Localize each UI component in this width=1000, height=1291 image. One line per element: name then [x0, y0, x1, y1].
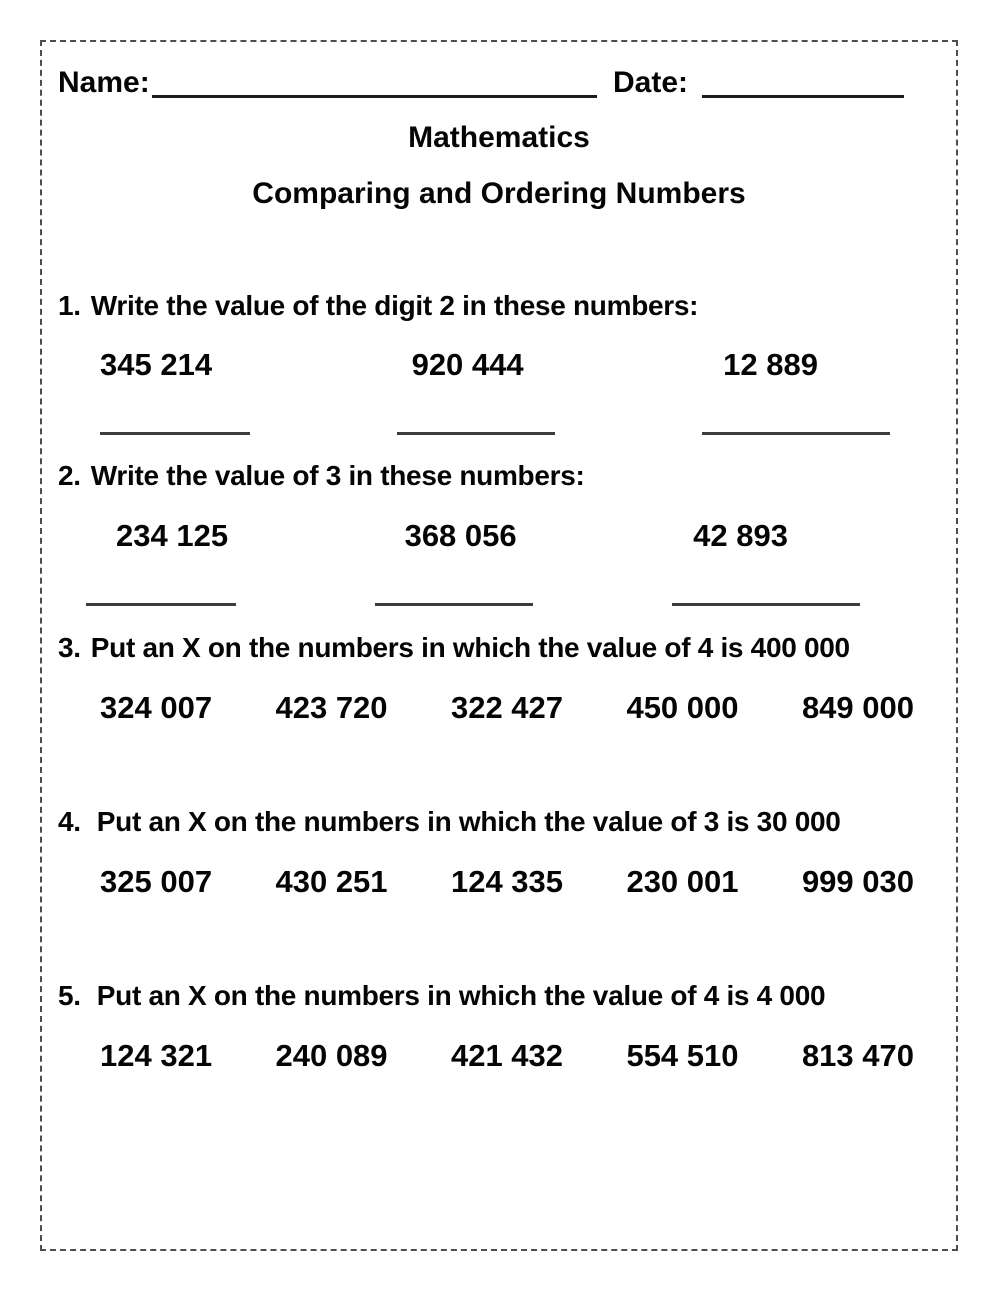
question-number: 4.: [58, 806, 81, 838]
number-option[interactable]: 554 510: [626, 1037, 739, 1073]
answer-blank-line[interactable]: [702, 432, 890, 435]
number-option[interactable]: 230 001: [626, 863, 739, 899]
date-blank-line[interactable]: [702, 88, 904, 98]
question-1-numbers: [58, 348, 940, 382]
answer-blank-line[interactable]: [397, 432, 555, 435]
question-prompt: Put an X on the numbers in which the value of 4 is 4 000: [96, 980, 826, 1012]
question-2-numbers: [58, 519, 940, 553]
question-prompt: Write the value of 3 in these numbers:: [90, 460, 585, 492]
question-4: [58, 807, 940, 899]
number-option[interactable]: 421 432: [450, 1037, 564, 1073]
number-value: 920 444: [411, 347, 524, 383]
question-5-numbers: [58, 1039, 940, 1073]
date-label: Date:: [612, 66, 688, 99]
question-prompt: Put an X on the numbers in which the value of 3 is 30 000: [96, 806, 841, 838]
question-prompt: Put an X on the numbers in which the value of 4 is 400 000: [90, 632, 850, 664]
name-blank-line[interactable]: [152, 88, 597, 98]
question-number: 5.: [58, 980, 81, 1012]
number-option[interactable]: 423 720: [275, 690, 388, 726]
question-number: 1.: [58, 289, 81, 321]
question-2-heading: [58, 461, 940, 492]
question-1-heading: [58, 291, 940, 322]
question-2-answer-lines: [58, 603, 940, 606]
number-option[interactable]: 450 000: [626, 690, 739, 726]
number-value: 368 056: [404, 518, 517, 554]
answer-blank-line[interactable]: [86, 603, 236, 606]
question-4-heading: [58, 807, 940, 838]
number-option[interactable]: 324 007: [100, 690, 213, 726]
question-number: 2.: [58, 460, 81, 492]
number-option[interactable]: 325 007: [100, 863, 213, 899]
question-3: [58, 633, 940, 725]
question-3-numbers: [58, 691, 940, 725]
number-option[interactable]: 124 335: [450, 863, 564, 899]
number-option[interactable]: 322 427: [450, 690, 564, 726]
number-option[interactable]: 813 470: [801, 1037, 914, 1073]
number-option[interactable]: 999 030: [801, 863, 914, 899]
number-option[interactable]: 240 089: [275, 1037, 388, 1073]
number-value: 42 893: [693, 518, 788, 554]
question-1-answer-lines: [58, 432, 940, 435]
question-3-heading: [58, 633, 940, 664]
question-prompt: Write the value of the digit 2 in these numbers:: [90, 289, 699, 321]
subject-title: Mathematics: [408, 120, 590, 154]
worksheet-dashed-border: [40, 40, 958, 1251]
number-option[interactable]: 124 321: [100, 1037, 213, 1073]
number-option[interactable]: 430 251: [275, 863, 388, 899]
number-value: 234 125: [116, 518, 229, 554]
worksheet-title: Comparing and Ordering Numbers: [252, 176, 746, 210]
answer-blank-line[interactable]: [375, 603, 533, 606]
number-value: 345 214: [100, 347, 213, 383]
question-2: [58, 461, 940, 606]
question-number: 3.: [58, 632, 81, 664]
question-4-numbers: [58, 865, 940, 899]
number-value: 12 889: [723, 347, 818, 383]
question-5: [58, 981, 940, 1073]
answer-blank-line[interactable]: [672, 603, 860, 606]
name-label: Name:: [58, 66, 150, 99]
answer-blank-line[interactable]: [100, 432, 250, 435]
name-date-row: [58, 66, 940, 101]
question-1: [58, 291, 940, 436]
number-option[interactable]: 849 000: [801, 690, 914, 726]
question-5-heading: [58, 981, 940, 1012]
